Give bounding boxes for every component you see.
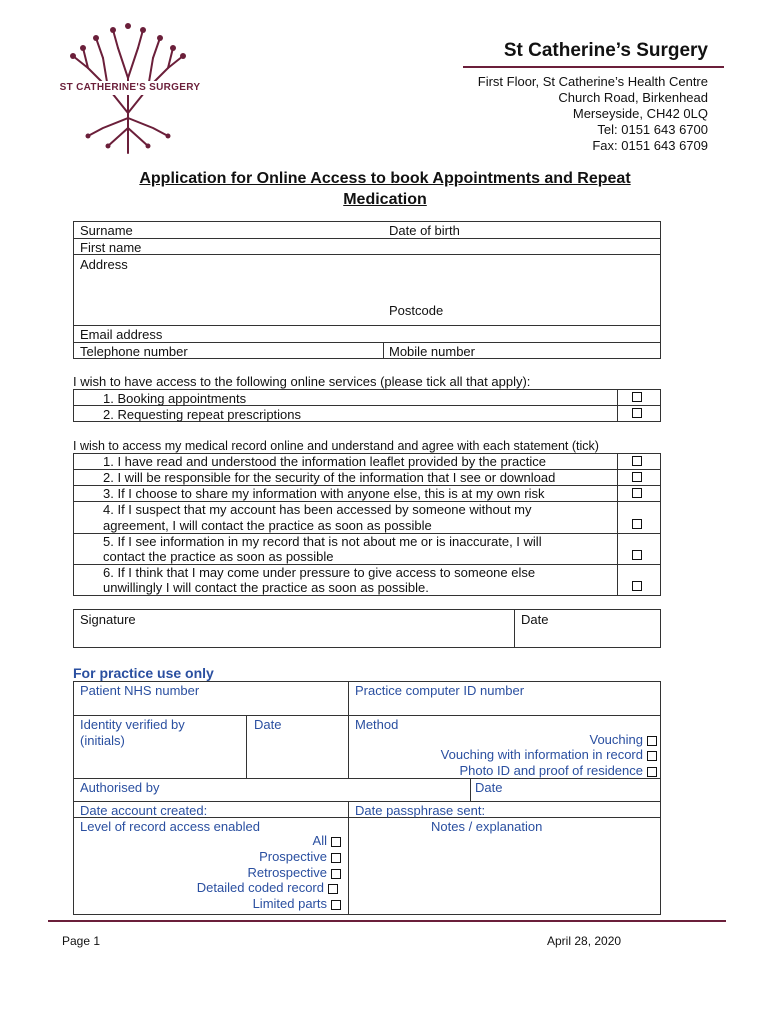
footer-date: April 28, 2020 — [547, 934, 622, 948]
date-passphrase-sent-field[interactable]: Date passphrase sent: — [355, 803, 486, 818]
surgery-name: St Catherine’s Surgery — [503, 40, 708, 61]
col-divider — [514, 609, 515, 648]
method-vouching[interactable] — [590, 732, 658, 747]
method-vouching-info-label: Vouching with information in record — [440, 747, 643, 762]
statement-1: 1. I have read and understood the information leaflet provided by the practice — [103, 454, 547, 469]
col-divider — [246, 715, 247, 778]
statement-5-cont: contact the practice as soon as possible — [103, 549, 334, 564]
date-account-created-field[interactable]: Date account created: — [80, 803, 208, 818]
row-divider — [73, 254, 661, 255]
statement-6-cont: unwillingly I will contact the practice as soon as possible. — [103, 580, 429, 595]
address-line: Merseyside, CH42 0LQ — [572, 106, 708, 121]
access-prospective-label: Prospective — [259, 849, 327, 864]
statement-1-checkbox[interactable] — [632, 456, 642, 466]
access-prospective[interactable] — [259, 849, 341, 864]
method-photo-id[interactable] — [459, 763, 657, 778]
method-label: Method — [355, 717, 399, 732]
method-vouching-checkbox[interactable] — [647, 736, 657, 746]
identity-verified-label: Identity verified by — [80, 717, 185, 732]
statement-4-checkbox[interactable] — [632, 519, 642, 529]
telephone-line: Tel: 0151 643 6700 — [597, 122, 708, 137]
access-limited-parts[interactable] — [253, 896, 341, 911]
statement-6-checkbox[interactable] — [632, 581, 642, 591]
first-name-field[interactable]: First name — [80, 240, 142, 255]
prescriptions-checkbox[interactable] — [632, 408, 642, 418]
access-detailed-coded[interactable] — [197, 880, 338, 895]
col-divider — [617, 453, 618, 596]
practice-use-heading: For practice use only — [73, 665, 214, 681]
access-limited-parts-checkbox[interactable] — [331, 900, 341, 910]
fax-line: Fax: 0151 643 6709 — [592, 138, 708, 153]
statement-4: 4. If I suspect that my account has been accessed by someone without my — [103, 502, 532, 517]
access-retrospective-checkbox[interactable] — [331, 869, 341, 879]
method-photo-id-checkbox[interactable] — [647, 767, 657, 777]
logo-text: ST CATHERINE'S SURGERY — [59, 82, 201, 93]
record-access-level-label: Level of record access enabled — [80, 819, 260, 834]
telephone-field[interactable]: Telephone number — [80, 344, 188, 359]
notes-explanation-field[interactable]: Notes / explanation — [431, 819, 543, 834]
address-field[interactable]: Address — [80, 257, 128, 272]
method-vouching-info-checkbox[interactable] — [647, 751, 657, 761]
page-number: Page 1 — [62, 934, 101, 948]
header-divider — [463, 66, 724, 68]
row-divider — [348, 778, 661, 779]
method-vouching-label: Vouching — [589, 732, 643, 747]
practice-logo — [48, 18, 208, 158]
dob-field[interactable]: Date of birth — [389, 223, 460, 238]
access-all-checkbox[interactable] — [331, 837, 341, 847]
access-detailed-coded-label: Detailed coded record — [196, 880, 324, 895]
booking-checkbox[interactable] — [632, 392, 642, 402]
address-line: First Floor, St Catherine’s Health Centre — [477, 74, 708, 89]
services-intro: I wish to have access to the following online services (please tick all that apply): — [73, 374, 531, 389]
row-divider — [73, 325, 661, 326]
computer-id-field[interactable]: Practice computer ID number — [355, 683, 525, 698]
signature-field[interactable]: Signature — [80, 612, 136, 627]
access-detailed-coded-checkbox[interactable] — [328, 884, 338, 894]
statement-2-checkbox[interactable] — [632, 472, 642, 482]
postcode-field[interactable]: Postcode — [389, 303, 444, 318]
statement-2: 2. I will be responsible for the security of the information that I see or download — [103, 470, 556, 485]
access-limited-parts-label: Limited parts — [252, 896, 327, 911]
statement-3-checkbox[interactable] — [632, 488, 642, 498]
row-divider — [73, 715, 661, 716]
row-divider — [73, 238, 661, 239]
access-all[interactable] — [313, 833, 341, 848]
access-prospective-checkbox[interactable] — [331, 853, 341, 863]
form-title-line: Application for Online Access to book Appointments and Repeat — [139, 170, 631, 187]
service-booking-label: 1. Booking appointments — [103, 391, 247, 406]
address-line: Church Road, Birkenhead — [558, 90, 708, 105]
col-divider — [348, 801, 349, 915]
row-divider — [73, 342, 661, 343]
col-divider — [383, 342, 384, 359]
access-retrospective-label: Retrospective — [247, 865, 327, 880]
footer-divider — [48, 920, 726, 922]
statement-5: 5. If I see information in my record that is not about me or is inaccurate, I will — [103, 534, 542, 549]
mobile-field[interactable]: Mobile number — [389, 344, 475, 359]
row-divider — [73, 778, 348, 779]
col-divider — [470, 778, 471, 801]
form-title-line: Medication — [343, 191, 427, 208]
surname-field[interactable]: Surname — [80, 223, 133, 238]
method-vouching-info[interactable] — [441, 747, 657, 762]
service-prescriptions-label: 2. Requesting repeat prescriptions — [103, 407, 302, 422]
access-all-label: All — [312, 833, 327, 848]
statement-3: 3. If I choose to share my information with anyone else, this is at my own risk — [103, 486, 545, 501]
identity-date-field[interactable]: Date — [254, 717, 282, 732]
signature-date-field[interactable]: Date — [521, 612, 549, 627]
col-divider — [348, 681, 349, 778]
identity-initials-label: (initials) — [80, 733, 125, 748]
row-divider — [73, 801, 661, 802]
nhs-number-field[interactable]: Patient NHS number — [80, 683, 200, 698]
statement-6: 6. If I think that I may come under pressure to give access to someone else — [103, 565, 536, 580]
form-title — [60, 168, 710, 210]
practice-header — [478, 40, 708, 154]
col-divider — [617, 389, 618, 422]
authorised-date-field[interactable]: Date — [475, 780, 503, 795]
method-photo-id-label: Photo ID and proof of residence — [459, 763, 643, 778]
statement-5-checkbox[interactable] — [632, 550, 642, 560]
email-field[interactable]: Email address — [80, 327, 163, 342]
statements-intro: I wish to access my medical record online and understand and agree with each statement (tick) — [73, 439, 599, 453]
signature-table — [73, 609, 661, 648]
access-retrospective[interactable] — [248, 865, 341, 880]
authorised-by-field[interactable]: Authorised by — [80, 780, 160, 795]
statement-4-cont: agreement, I will contact the practice as soon as possible — [103, 518, 432, 533]
